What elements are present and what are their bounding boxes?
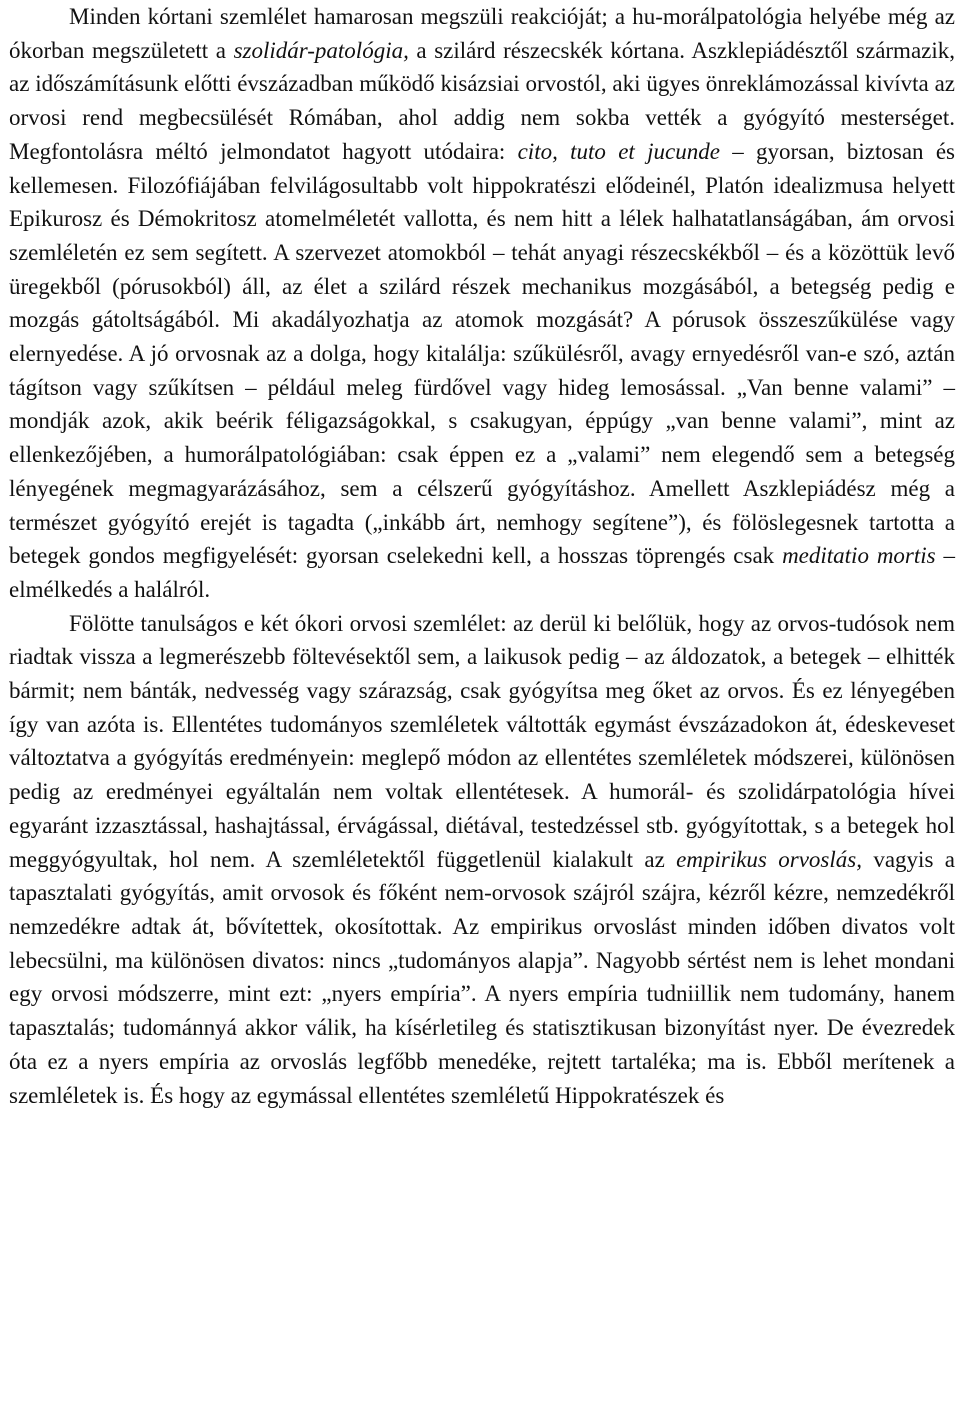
paragraph-2-italic-term: empirikus orvoslás, <box>676 846 862 872</box>
paragraph-1 <box>9 0 955 607</box>
paragraph-2-segment: Fölötte tanulságos e két ókori orvosi szemlélet: az derül ki belőlük, hogy az orvos-tudósok nem riadtak vissza a legmerészebb föltevésektől sem, a laikusok pedig – az áldozatok, a betegek – elhitték bármit; nem bánták, nedvesség vagy szárazság, csak gyógyítsa meg őket az orvos. És ez lényegében így van azóta is. Ellentétes tudományos szemléletek váltották egymást évszázadokon át, édeskeveset változtatva a gyógyítás eredményein: meglepő módon az ellentétes szemléletek módszerei, különösen pedig az eredményei egyáltalán nem voltak ellentétesek. A humorál- és szolidárpatológia hívei egyaránt izzasztással, hashajtással, érvágással, diétával, testedzéssel stb. gyógyítottak, s a betegek hol meggyógyultak, hol nem. A szemléletektől függetlenül kialakult az <box>9 610 955 872</box>
paragraph-1-italic-term: szolidár-patológia, <box>233 37 409 63</box>
document-page <box>9 0 955 1112</box>
paragraph-2 <box>9 607 955 1113</box>
paragraph-1-segment: – elmélkedés a halálról. <box>9 543 956 602</box>
paragraph-1-italic-motto: cito, tuto et jucunde <box>517 138 720 164</box>
paragraph-2-segment: vagyis a tapasztalati gyógyítás, amit orvosok és főként nem-orvosok szájról szájra, kézről kézre, nemzedékről nemzedékre adtak át, bővítettek, okosítottak. Az empirikus orvoslást minden időben divatos volt lebecsülni, ma különösen divatos: nincs „tudományos alapja”. Nagyobb sértést nem is lehet mondani egy orvosi módszerre, mint ezt: „nyers empíria”. A nyers empíria tudniillik nem tudomány, hanem tapasztalás; tudománnyá akkor válik, ha kísérletileg és statisztikusan bizonyítást nyer. De évezredek óta ez a nyers empíria az orvoslás legfőbb menedéke, rejtett tartaléka; ma is. Ebből merítenek a szemléletek is. És hogy az egymással ellentétes szemléletű Hippokratészek és <box>9 846 955 1108</box>
paragraph-1-segment: – gyorsan, biztosan és kellemesen. Filozófiájában felvilágosultabb volt hippokratészi elődeinél, Platón idealizmusa helyett Epikurosz és Démokritosz atomelméletét vallotta, és nem hitt a lélek halhatatlanságában, ám orvosi szemléletén ez sem segített. A szervezet atomokból – tehát anyagi részecskékből – és a közöttük levő üregekből (pórusokból) áll, az élet a szilárd részek mechanikus mozgásából, a betegség pedig e mozgás gátoltságából. Mi akadályozhatja az atomok mozgását? A pórusok összeszűkülése vagy elernyedése. A jó orvosnak az a dolga, hogy kitalálja: szűkülésről, avagy ernyedésről van-e szó, aztán tágítson vagy szűkítsen – például meleg fürdővel vagy hideg lemosással. „Van benne valami” – mondják azok, akik beérik féligazságokkal, s csakugyan, éppúgy „van benne valami”, mint az ellenkezőjében, a humorálpatológiában: csak éppen ez a „valami” nem elegendő sem a betegség lényegének megmagyarázásához, sem a célszerű gyógyításhoz. Amellett Aszklepiádész még a természet gyógyító erejét is tagadta („inkább árt, nemhogy segítene”), és fölöslegesnek tartotta a betegek gondos megfigyelését: gyorsan cselekedni kell, a hosszas töprengés csak <box>9 138 955 569</box>
paragraph-1-segment: Minden kórtani szemlélet hamarosan megszüli reakcióját; a hu-morálpatológia helyébe még az ókorban megszületett a <box>9 4 955 63</box>
paragraph-1-segment: a szilárd részecskék kórtana. Aszklepiádésztől származik, az időszámításunk előtti évszázadban működő kisázsiai orvostól, aki ügyes önreklámozással kivívta az orvosi rend megbecsülését Rómában, ahol addig nem sokba vették a gyógyító mesterséget. Megfontolásra méltó jelmondatot hagyott utódaira: <box>9 37 956 164</box>
paragraph-1-italic-phrase: meditatio mortis <box>782 543 936 569</box>
